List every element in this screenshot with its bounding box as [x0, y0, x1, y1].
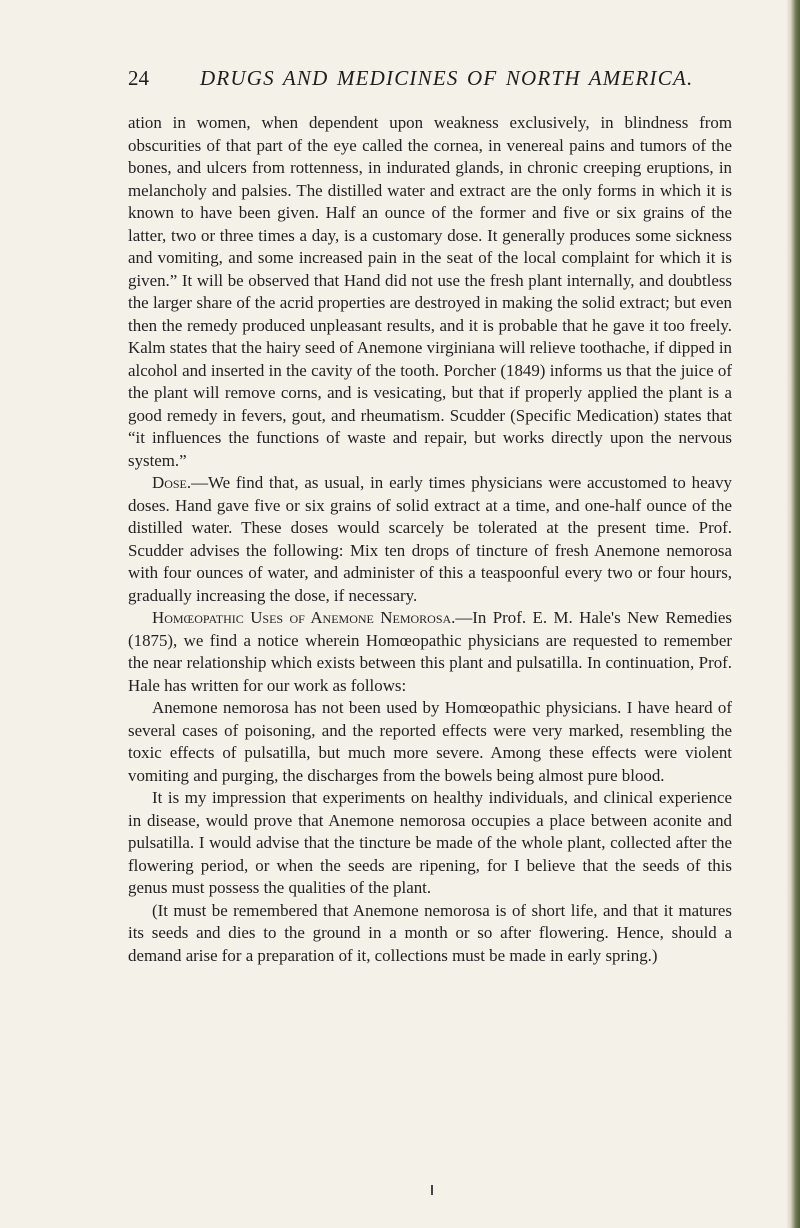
- paragraph-continuation: ation in women, when dependent upon weakness exclusively, in blindness from obscurities of that part of the eye called the cornea, in venereal pains and tumors of the bones, and ulcers from rottenness, in indurated glands, in chronic creeping eruptions, in melancholy and palsies. The distilled water and extract are the only forms in which it is known to have been given. Half an ounce of the former and five or six grains of the latter, two or three times a day, is a customary dose. It generally produces some sickness and vomiting, and some increased pain in the seat of the local complaint for which it is given.” It will be observed that Hand did not use the fresh plant internally, and doubtless the larger share of the acrid properties are destroyed in making the solid extract; but even then the remedy produced unpleasant results, and it is probable that he gave it too freely. Kalm states that the hairy seed of Anemone virginiana will relieve toothache, if dipped in alcohol and inserted in the cavity of the tooth. Porcher (1849) informs us that the juice of the plant will remove corns, and is vesicating, but that if properly applied the plant is a good remedy in fevers, gout, and rheumatism. Scudder (Specific Medication) states that “it influences the functions of waste and repair, but works directly upon the nervous system.”: [128, 113, 732, 470]
- running-title: DRUGS AND MEDICINES OF NORTH AMERICA.: [200, 66, 694, 90]
- paragraph-hale-2: It is my impression that experiments on healthy individuals, and clinical experience in disease, would prove that Anemone nemorosa occupies a place between aconite and pulsatilla. I would advise that the tincture be made of the whole plant, collected after the flowering period, or when the seeds are ripening, for I believe that the seeds of this genus must possess the qualities of the plant.: [128, 788, 732, 897]
- dose-text: —We find that, as usual, in early times physicians were accustomed to heavy doses. Hand gave five or six grains of solid extract at a time, and one-half ounce of the distilled water. These doses would scarcely be tolerated at the present time. Prof. Scudder advises the following: Mix ten drops of tincture of fresh Anemone nemorosa with four ounces of water, and administer of this a teaspoonful every two or four hours, gradually increasing the dose, if necessary.: [128, 473, 732, 605]
- paragraph-hale-1: Anemone nemorosa has not been used by Homœopathic physicians. I have heard of several cases of poisoning, and the reported effects were very marked, resembling the toxic effects of pulsatilla, but much more severe. Among these effects were violent vomiting and purging, the discharges from the bowels being almost pure blood.: [128, 698, 732, 785]
- running-head: [128, 66, 732, 98]
- page-edge: [786, 0, 800, 1228]
- body-text: [128, 112, 732, 967]
- stray-mark: [431, 1185, 433, 1195]
- dose-heading: Dose.: [152, 473, 192, 492]
- paragraph-note: (It must be remembered that Anemone nemorosa is of short life, and that it matures its seeds and dies to the ground in a month or so after flowering. Hence, should a demand arise for a preparation of it, collections must be made in early spring.): [128, 900, 732, 965]
- paragraph-dose: [128, 472, 732, 607]
- homoeopathic-heading: Homœopathic Uses of Anemone Nemorosa.: [152, 608, 456, 627]
- paragraph-homoeopathic: [128, 607, 732, 697]
- page-number: 24: [128, 66, 149, 90]
- homoeopathic-text: —In Prof. E. M. Hale's New Remedies (1875), we find a notice wherein Homœopathic physicians are requested to remember the near relationship which exists between this plant and pulsatilla. In continuation, Prof. Hale has written for our work as follows:: [128, 608, 732, 695]
